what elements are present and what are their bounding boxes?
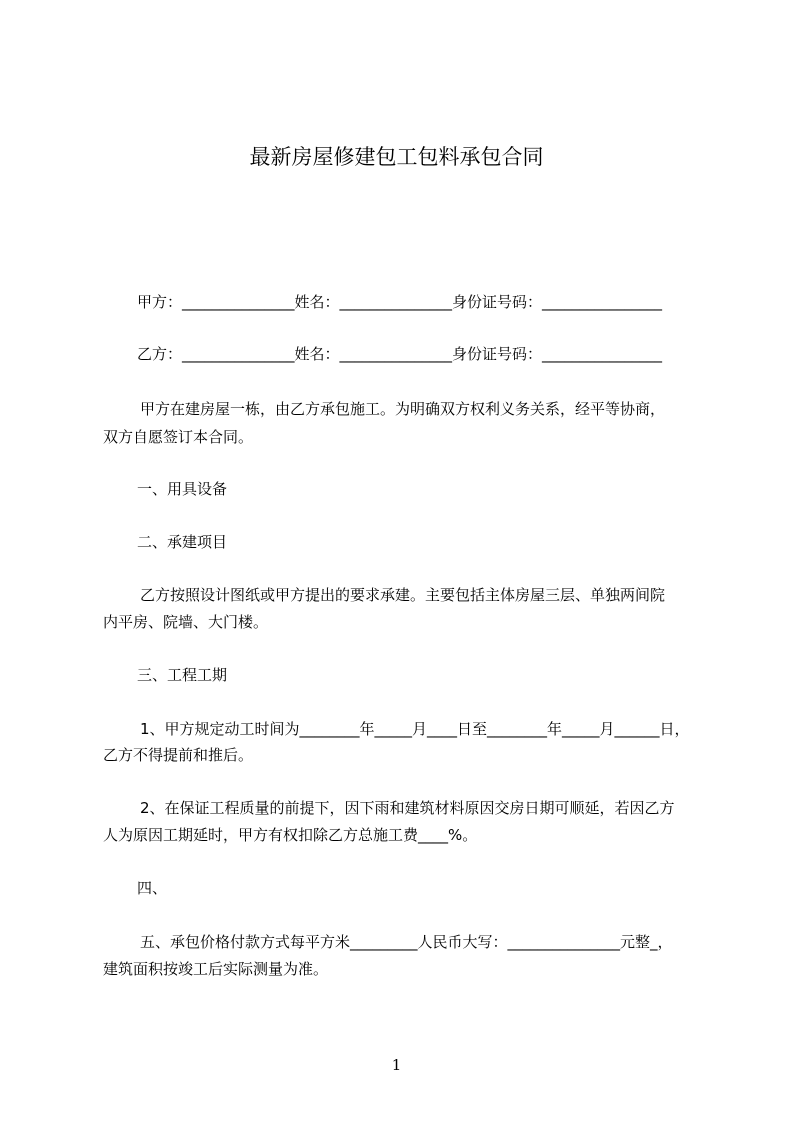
party-a-name-label: 姓名：_______________ [294, 293, 453, 311]
section-4-heading: 四、 [137, 879, 168, 897]
party-b-label: 乙方：_______________ [137, 345, 295, 363]
party-b-name-label: 姓名：_______________ [294, 345, 453, 363]
intro-line-1: 甲方在建房屋一栋，由乙方承包施工。为明确双方权利义务关系，经平等协商， [140, 400, 666, 418]
party-a-label: 甲方：_______________ [137, 293, 295, 311]
section-2-heading: 二、承建项目 [137, 533, 228, 551]
section-3-heading: 三、工程工期 [137, 666, 228, 684]
section-1-heading: 一、用具设备 [137, 480, 228, 498]
section-3-item-1-line-2: 乙方不得提前和推后。 [103, 746, 254, 764]
party-b-line [103, 344, 723, 364]
party-b-id-label: 身份证号码：________________ [452, 345, 663, 363]
section-5-line-2: 建筑面积按竣工后实际测量为准。 [103, 960, 329, 978]
section-5-line-1: 五、承包价格付款方式每平方米_________人民币大写：_______________元整_， [140, 933, 673, 951]
section-3-item-1-line-1: 1、甲方规定动工时间为________年_____月____日至________年_____月______日， [140, 720, 690, 738]
party-a-line [103, 292, 723, 312]
page-number: 1 [391, 1056, 402, 1074]
section-3-item-2-line-1: 2、在保证工程质量的前提下，因下雨和建筑材料原因交房日期可顺延，若因乙方 [140, 799, 675, 817]
section-3-item-2-line-2: 人为原因工期延时，甲方有权扣除乙方总施工费____%。 [103, 826, 478, 844]
section-2-line-1: 乙方按照设计图纸或甲方提出的要求承建。主要包括主体房屋三层、单独两间院 [140, 586, 666, 604]
document-title: 最新房屋修建包工包料承包合同 [249, 145, 544, 169]
intro-line-2: 双方自愿签订本合同。 [103, 428, 254, 446]
party-a-id-label: 身份证号码：________________ [452, 293, 663, 311]
section-2-line-2: 内平房、院墙、大门楼。 [103, 613, 269, 631]
